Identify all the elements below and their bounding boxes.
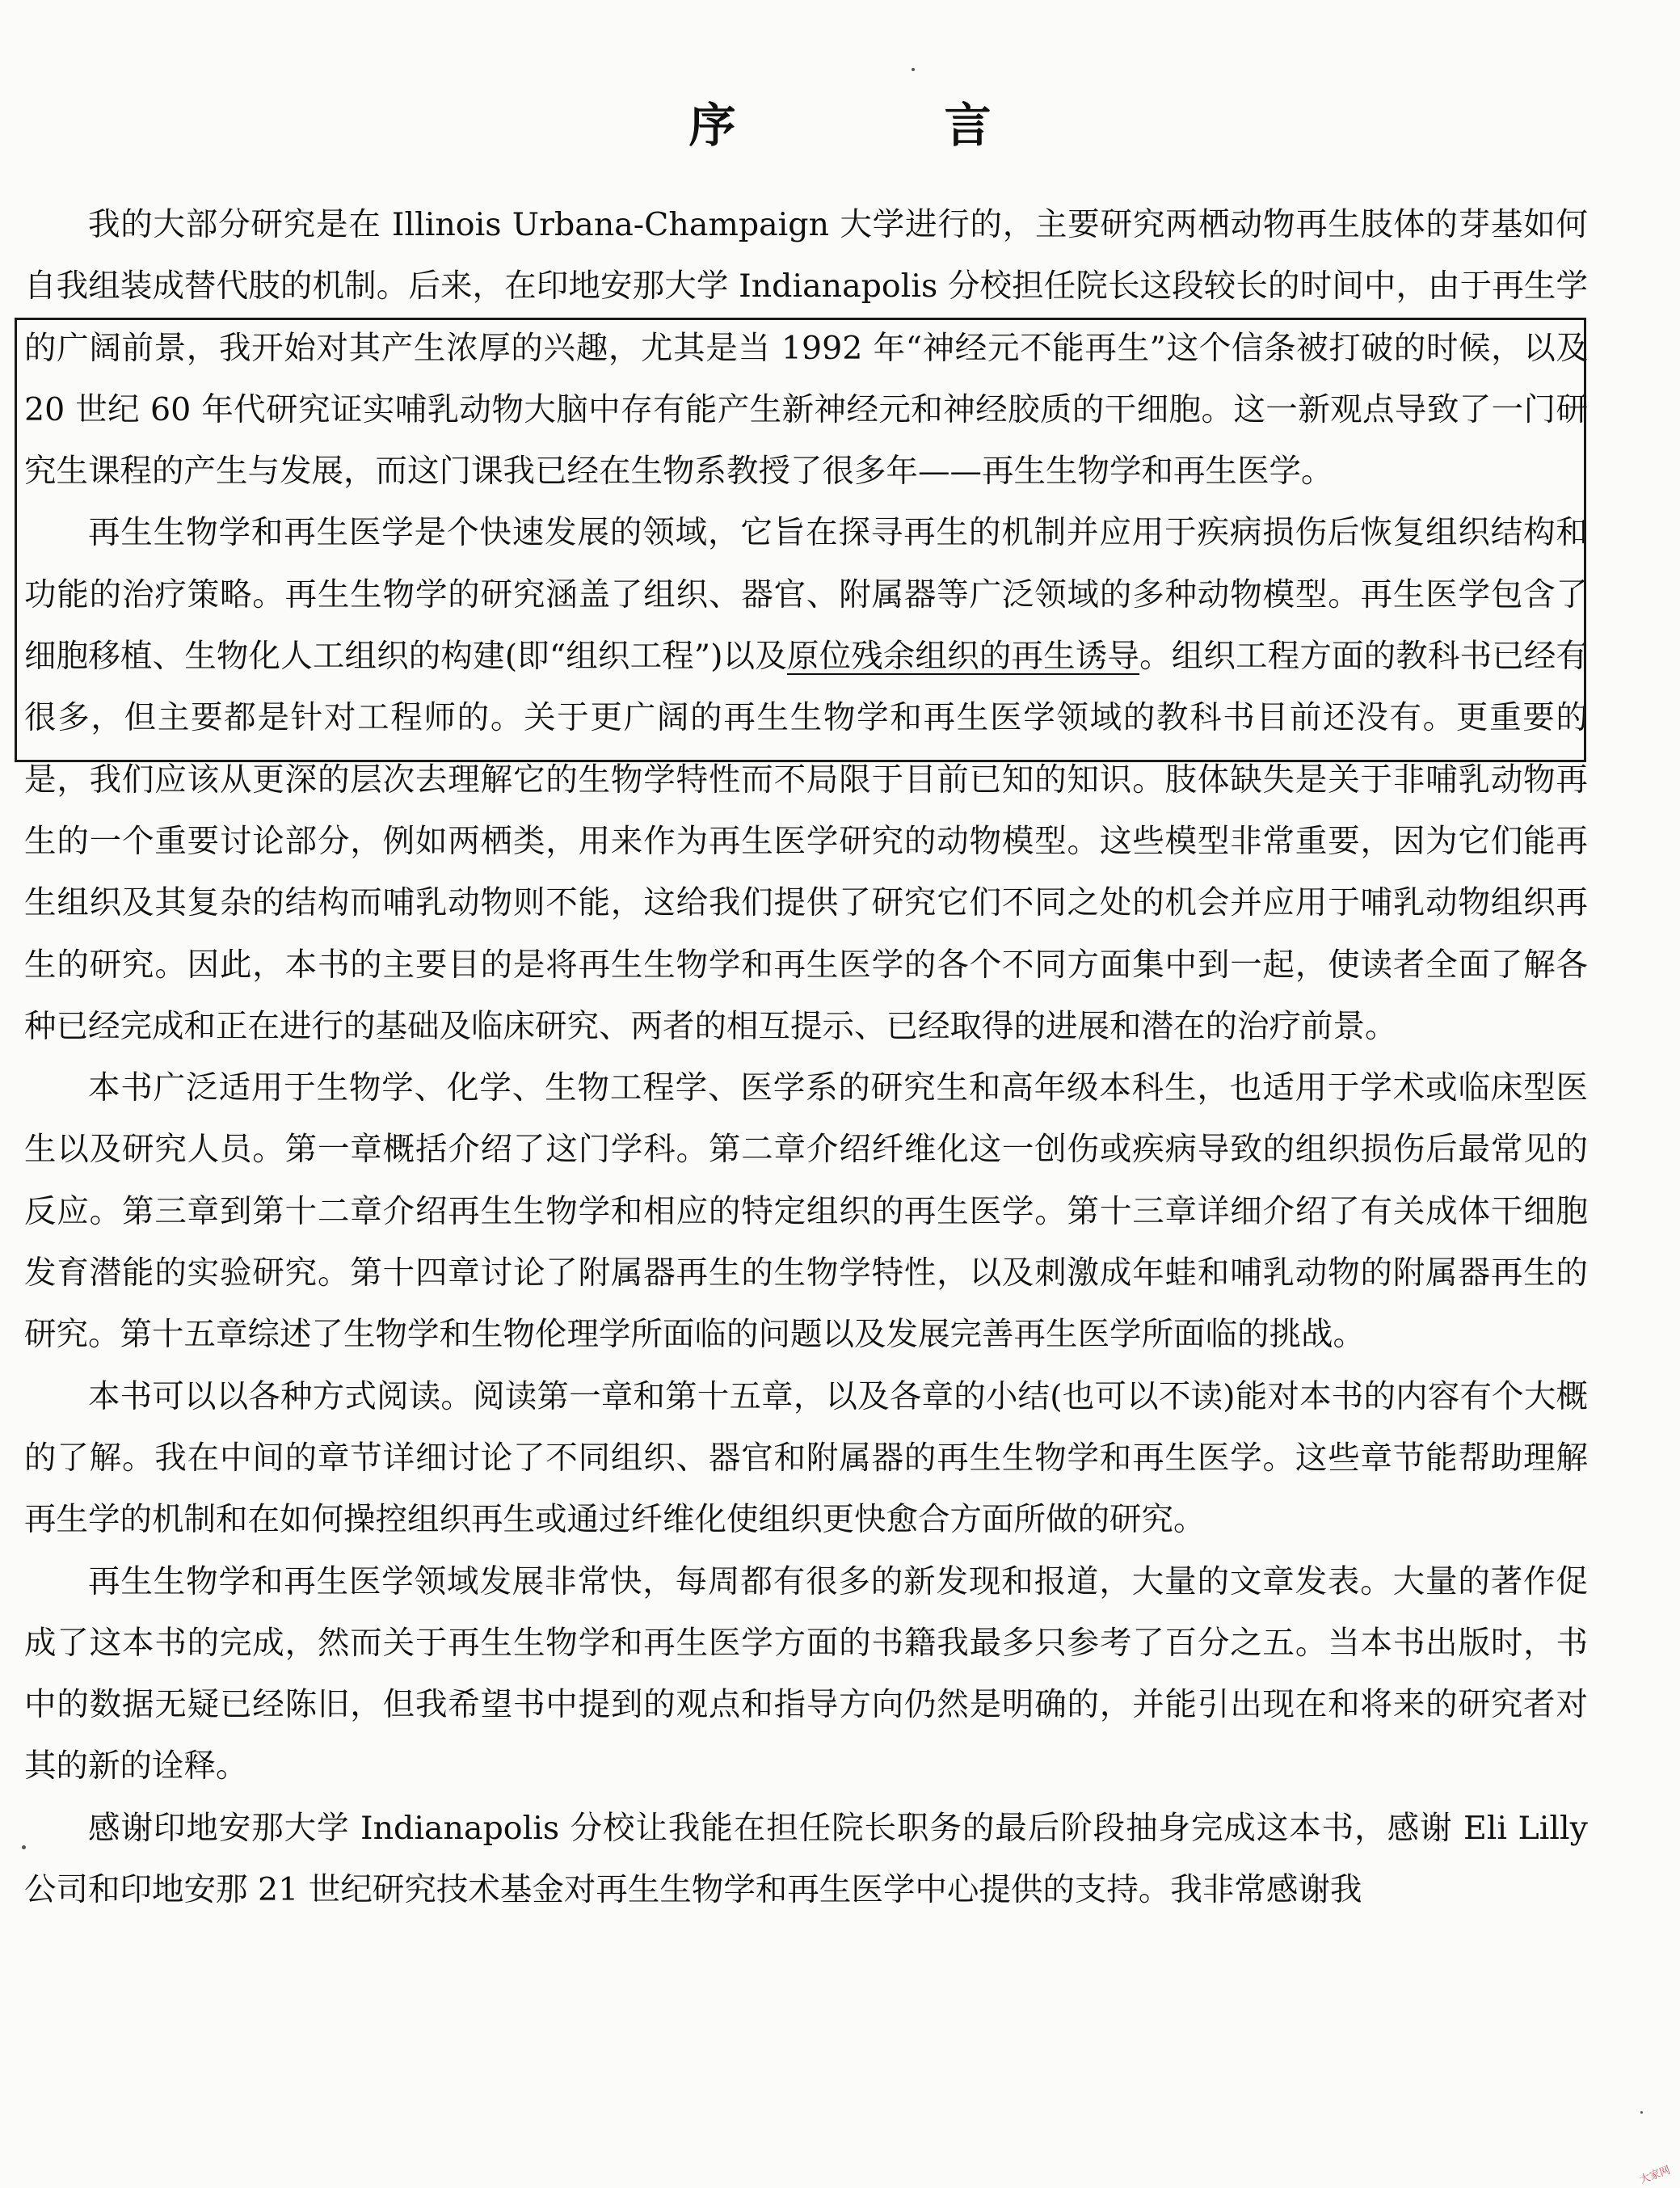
scan-speck [22, 1845, 26, 1849]
page-title: 序 言 [688, 98, 1072, 153]
paragraph-3: 本书广泛适用于生物学、化学、生物工程学、医学系的研究生和高年级本科生，也适用于学术或临床型医生以及研究人员。第一章概括介绍了这门学科。第二章介绍纤维化这一创伤或疾病导致的组织损伤后最常见的反应。第三章到第十二章介绍再生生物学和相应的特定组织的再生医学。第十三章详细介绍了有关成体干细胞发育潜能的实验研究。第十四章讨论了附属器再生的生物学特性，以及刺激成年蛙和哺乳动物的附属器再生的研究。第十五章综述了生物学和生物伦理学所面临的问题以及发展完善再生医学所面临的挑战。 [24, 1069, 1588, 1354]
paragraph-6: 感谢印地安那大学 Indianapolis 分校让我能在担任院长职务的最后阶段抽身完成这本书，感谢 Eli Lilly 公司和印地安那 21 世纪研究技术基金对再生生物学和再生医学中心提供的支持。我非常感谢我 [24, 1809, 1588, 1909]
paragraph-1: 我的大部分研究是在 Illinois Urbana-Champaign 大学进行的，主要研究两栖动物再生肢体的芽基如何自我组装成替代肢的机制。后来，在印地安那大学 Indianapolis 分校担任院长这段较长的时间中，由于再生学的广阔前景，我开始对其产生浓厚的兴趣，尤其是当 1992 年“神经元不能再生”这个信条被打破的时候，以及 20 世纪 60 年代研究证实哺乳动物大脑中存有能产生新神经元和神经胶质的干细胞。这一新观点导致了一门研究生课程的产生与发展，而这门课我已经在生物系教授了很多年——再生生物学和再生医学。 [24, 206, 1588, 491]
handwritten-underline: 原位残余组织的再生诱导 [786, 638, 1140, 676]
scan-speck [1640, 2111, 1643, 2114]
scan-speck [912, 68, 915, 71]
paragraph-2 [24, 502, 1588, 1057]
body-text [24, 194, 1588, 1920]
paragraph-2-end: 。组织工程方面的教科书已经有很多，但主要都是针对工程师的。关于更广阔的再生生物学和再生医学领域的教科书目前还没有。更重要的是，我们应该从更深的层次去理解它的生物学特性而不局限于目前已知的知识。肢体缺失是关于非哺乳动物再生的一个重要讨论部分，例如两栖类，用来作为再生医学研究的动物模型。这些模型非常重要，因为它们能再生组织及其复杂的结构而哺乳动物则不能，这给我们提供了研究它们不同之处的机会并应用于哺乳动物组织再生的研究。因此，本书的主要目的是将再生生物学和再生医学的各个不同方面集中到一起，使读者全面了解各种已经完成和正在进行的基础及临床研究、两者的相互提示、已经取得的进展和潜在的治疗前景。 [24, 638, 1589, 1045]
paragraph-2-start: 再生生物学和再生医学是个快速发展的领域，它旨在探寻再生的机制并应用于疾病损伤后恢复组织结构和功能的治疗策略。再生生物学的研究涵盖了组织、器官、附属器等广泛领域的多种动物模型。再生医学包含了细胞移植、生物化人工组织的构建(即“组织工程”)以及 [24, 514, 1588, 676]
paragraph-4: 本书可以以各种方式阅读。阅读第一章和第十五章，以及各章的小结(也可以不读)能对本书的内容有个大概的了解。我在中间的章节详细讨论了不同组织、器官和附属器的再生生物学和再生医学。这些章节能帮助理解再生学的机制和在如何操控组织再生或通过纤维化使组织更快愈合方面所做的研究。 [24, 1377, 1588, 1539]
watermark-logo: 大家网 [1638, 2164, 1673, 2187]
paragraph-5: 再生生物学和再生医学领域发展非常快，每周都有很多的新发现和报道，大量的文章发表。大量的著作促成了这本书的完成，然而关于再生生物学和再生医学方面的书籍我最多只参考了百分之五。当本书出版时，书中的数据无疑已经陈旧，但我希望书中提到的观点和指导方向仍然是明确的，并能引出现在和将来的研究者对其的新的诠释。 [24, 1562, 1588, 1785]
